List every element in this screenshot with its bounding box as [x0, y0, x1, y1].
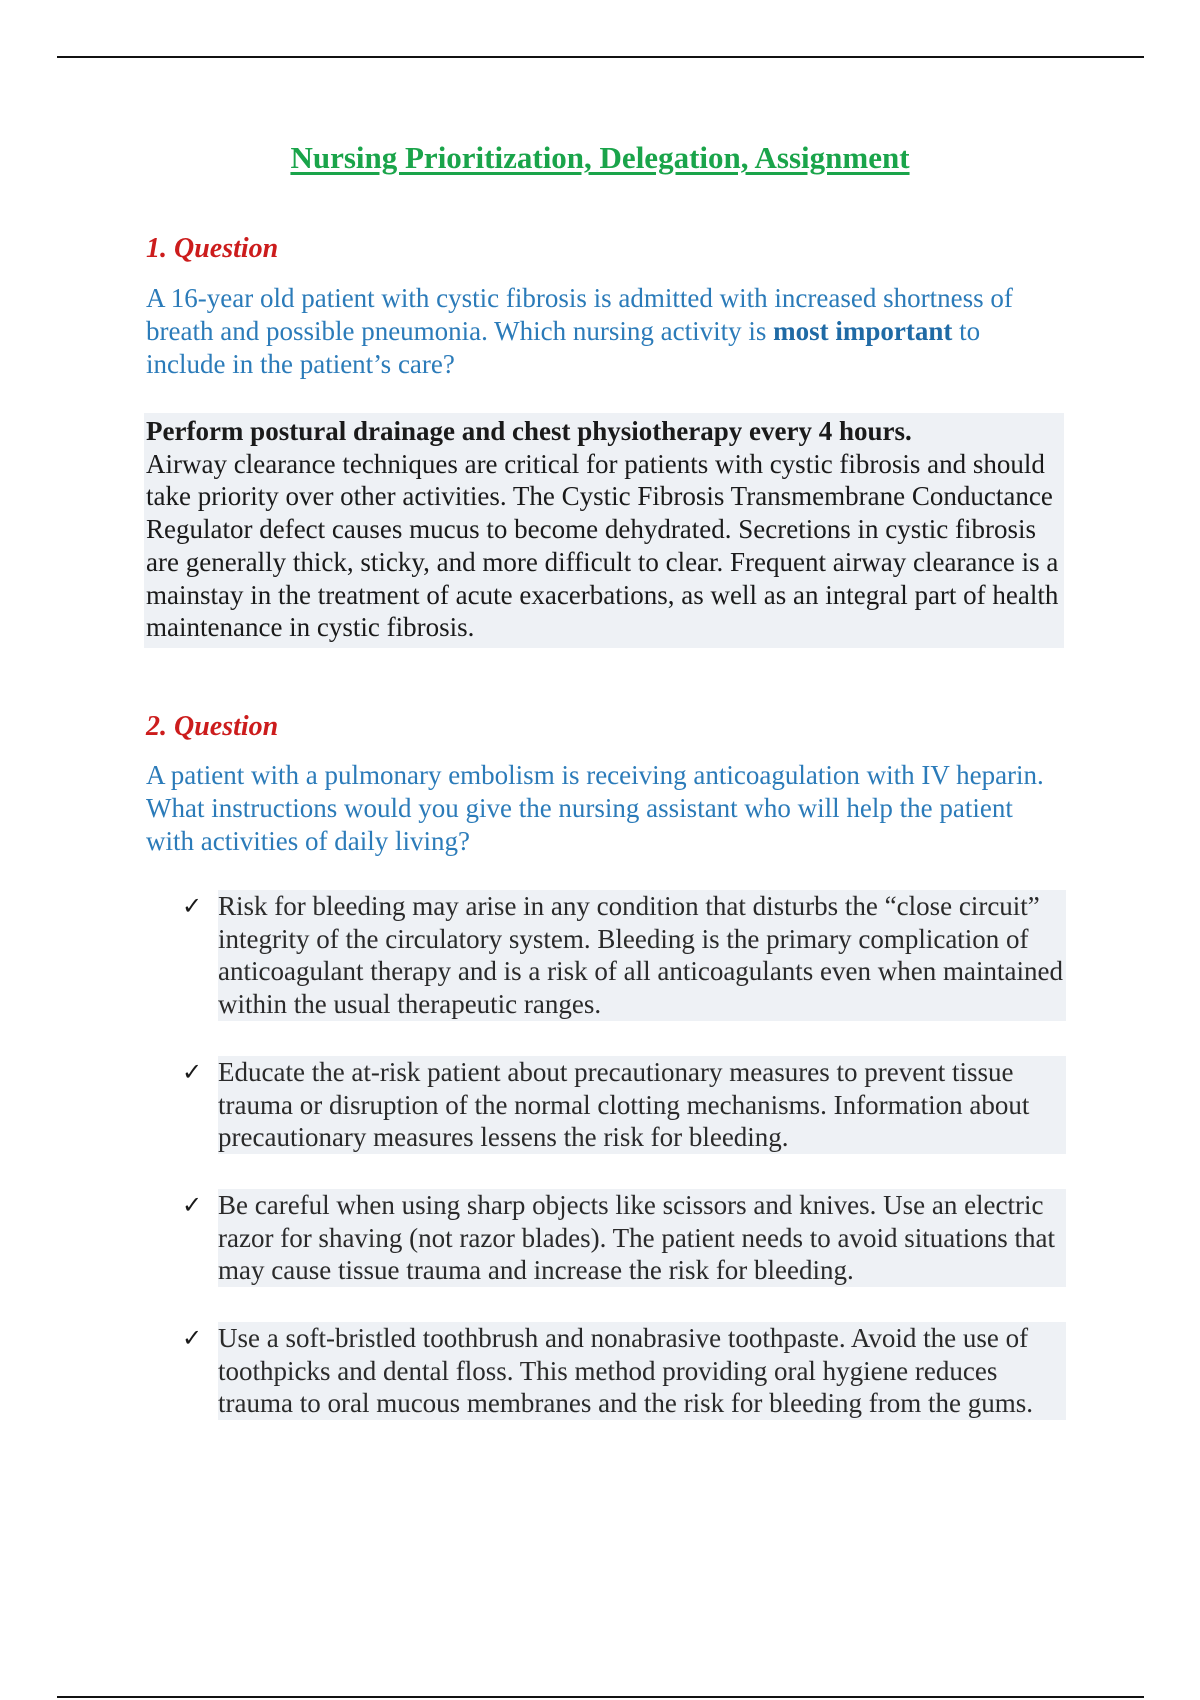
answer-2-point-3: Be careful when using sharp objects like scissors and knives. Use an electric razor for shaving (not razor blades). The patient needs to avoid situations that may cause tissue trauma and increase the risk for bleeding. — [218, 1189, 1066, 1287]
document-title: Nursing Prioritization, Delegation, Assignment — [290, 140, 910, 175]
list-item — [146, 1189, 1066, 1287]
question-2-answer-list — [146, 890, 1066, 1455]
checkmark-icon: ✓ — [182, 1057, 203, 1086]
question-1-heading: 1. Question — [146, 233, 279, 264]
list-item — [146, 1322, 1066, 1420]
question-1-text-end: to include in the patient’s care? — [146, 316, 981, 379]
answer-2-point-4: Use a soft-bristled toothbrush and nonabrasive toothpaste. Avoid the use of toothpicks and dental floss. This method providing oral hygiene reduces trauma to oral mucous membranes and the risk for bleeding from the gums. — [218, 1322, 1066, 1420]
answer-2-point-1: Risk for bleeding may arise in any condition that disturbs the “close circuit” integrity of the circulatory system. Bleeding is the primary complication of anticoagulant therapy and is a risk of all anticoagulants even when maintained within the usual therapeutic ranges. — [218, 890, 1066, 1021]
list-item — [146, 890, 1066, 1021]
list-item — [146, 1056, 1066, 1154]
question-1-emphasis: most important — [773, 316, 953, 346]
checkmark-icon: ✓ — [182, 892, 203, 920]
checkmark-icon: ✓ — [182, 1190, 203, 1219]
answer-1-explanation: Airway clearance techniques are critical for patients with cystic fibrosis and should take priority over other activities. The Cystic Fibrosis Transmembrane Conductance Regulator defect causes mucus to become dehydrated. Secretions in cystic fibrosis are generally thick, sticky, and more difficult to clear. Frequent airway clearance is a mainstay in the treatment of acute exacerbations, as well as an integral part of health maintenance in cystic fibrosis. — [146, 448, 1059, 643]
answer-1-lead: Perform postural drainage and chest physiotherapy every 4 hours. — [146, 416, 912, 446]
answer-2-point-2: Educate the at-risk patient about precautionary measures to prevent tissue trauma or disruption of the normal clotting mechanisms. Information about precautionary measures lessens the risk for bleeding. — [218, 1056, 1066, 1154]
checkmark-icon: ✓ — [182, 1324, 203, 1353]
question-1-answer — [144, 413, 1064, 648]
bottom-rule — [57, 1696, 1144, 1698]
question-1-text — [146, 282, 1066, 381]
question-2-heading: 2. Question — [146, 711, 279, 742]
question-2-text: A patient with a pulmonary embolism is receiving anticoagulation with IV heparin. What instructions would you give the nursing assistant who will help the patient with activities of daily living? — [146, 760, 1044, 856]
top-rule — [57, 56, 1144, 58]
question-1-text-start: A 16-year old patient with cystic fibrosis is admitted with increased shortness of breath and possible pneumonia. Which nursing activity is — [146, 283, 1013, 346]
